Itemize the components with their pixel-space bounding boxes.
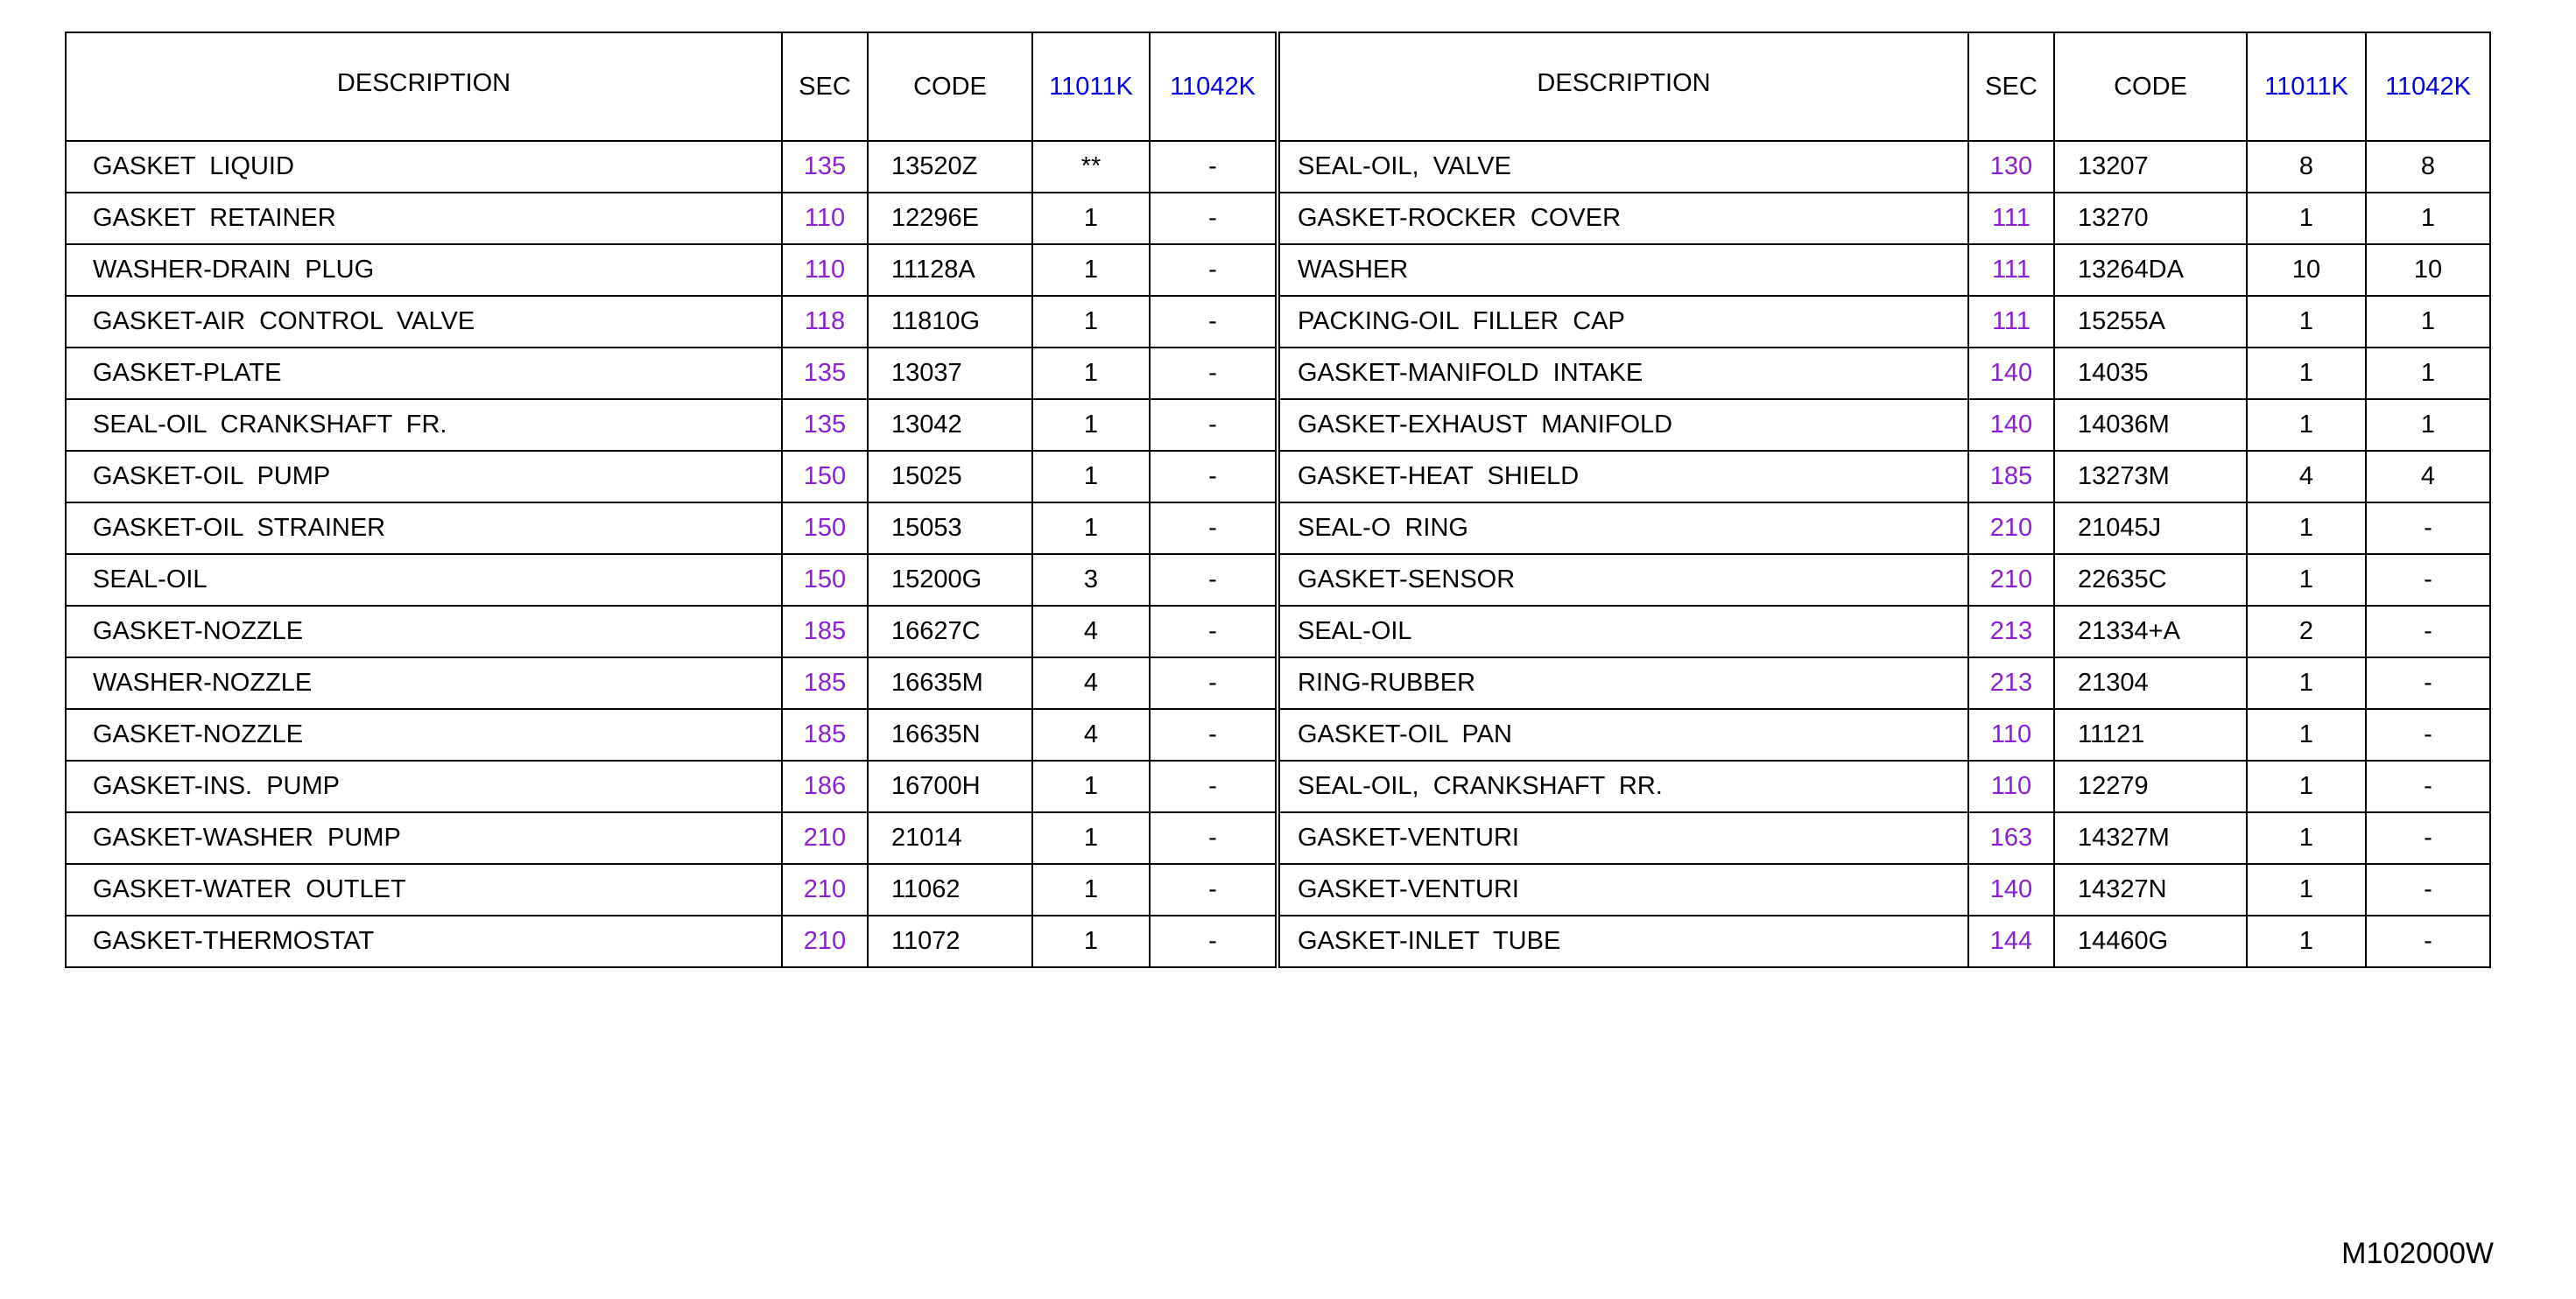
table-row [1279,193,2490,244]
code-cell: 13273M [2054,451,2247,502]
sec-value: 140 [1989,359,2033,387]
description-cell: GASKET-NOZZLE [66,606,782,657]
code-cell: 14035 [2054,348,2247,399]
table-header-row [66,32,1276,141]
description-cell: SEAL-OIL CRANKSHAFT FR. [66,399,782,451]
qty-11011k-cell: 1 [2247,193,2366,244]
qty-11011k-cell: 1 [1032,399,1150,451]
sec-cell [782,916,868,967]
sec-value: 140 [1989,875,2033,903]
qty-11011k-cell: 1 [2247,812,2366,864]
sec-value: 130 [1989,152,2033,180]
qty-11042k-cell: - [1150,864,1276,916]
sec-value: 140 [1989,411,2033,439]
sec-value: 135 [803,359,847,387]
qty-11042k-cell: - [1150,554,1276,606]
qty-11042k-cell: 4 [2366,451,2490,502]
sec-cell [1968,606,2054,657]
sec-value: 150 [803,565,847,593]
qty-11042k-cell: - [2366,657,2490,709]
code-cell: 14460G [2054,916,2247,967]
sec-cell [1968,554,2054,606]
description-cell: SEAL-OIL, CRANKSHAFT RR. [1279,761,1968,812]
description-cell: GASKET-VENTURI [1279,864,1968,916]
table-row [1279,296,2490,348]
description-cell: SEAL-OIL [1279,606,1968,657]
qty-11042k-cell: - [2366,812,2490,864]
code-cell: 13037 [868,348,1032,399]
qty-11011k-cell: 1 [1032,812,1150,864]
table-row [1279,451,2490,502]
qty-11042k-cell: - [1150,244,1276,296]
sec-value: 210 [1989,565,2033,593]
qty-11011k-cell: 10 [2247,244,2366,296]
sec-cell [1968,864,2054,916]
description-cell: GASKET-SENSOR [1279,554,1968,606]
sec-value: 186 [803,772,847,800]
qty-11011k-cell: 1 [1032,296,1150,348]
qty-11042k-cell: - [1150,657,1276,709]
sec-value: 135 [803,152,847,180]
qty-11042k-cell: 1 [2366,348,2490,399]
qty-11042k-cell: - [1150,502,1276,554]
sec-cell [782,502,868,554]
code-cell: 15025 [868,451,1032,502]
qty-11042k-cell: 10 [2366,244,2490,296]
sec-value: 111 [1991,256,2031,284]
description-header: DESCRIPTION [66,32,782,141]
description-cell: GASKET-NOZZLE [66,709,782,761]
sec-value: 185 [803,669,847,697]
code-cell: 11128A [868,244,1032,296]
qty-11042k-cell: - [1150,709,1276,761]
sec-cell [1968,812,2054,864]
sec-value: 110 [804,256,846,284]
table-row [1279,606,2490,657]
qty-11011k-cell: 1 [2247,864,2366,916]
table-header-row [1279,32,2490,141]
sec-value: 163 [1989,824,2033,852]
qty-11042k-cell: - [1150,606,1276,657]
qty-11011k-cell: 1 [1032,502,1150,554]
table-row [66,399,1276,451]
sec-cell [782,451,868,502]
sec-cell [1968,657,2054,709]
sec-value: 210 [803,927,847,955]
description-cell: GASKET-PLATE [66,348,782,399]
sec-cell [1968,916,2054,967]
sec-value: 210 [803,824,847,852]
code-cell: 21045J [2054,502,2247,554]
sec-cell [1968,399,2054,451]
table-row [1279,709,2490,761]
table-row [66,141,1276,193]
qty-11042k-cell: - [1150,451,1276,502]
code-cell: 16700H [868,761,1032,812]
description-cell: WASHER-DRAIN PLUG [66,244,782,296]
description-cell: GASKET-MANIFOLD INTAKE [1279,348,1968,399]
code-cell: 21334+A [2054,606,2247,657]
sec-cell [1968,502,2054,554]
sec-value: 135 [803,411,847,439]
code-cell: 14036M [2054,399,2247,451]
qty-11011k-cell: 4 [1032,657,1150,709]
qty-11011k-cell: 1 [2247,761,2366,812]
sec-cell [782,709,868,761]
qty-11042k-cell: - [2366,502,2490,554]
sec-cell [1968,451,2054,502]
code-cell: 13520Z [868,141,1032,193]
qty-11011k-cell: 1 [1032,916,1150,967]
description-cell: GASKET-OIL PUMP [66,451,782,502]
table-row [66,554,1276,606]
sec-value: 150 [803,514,847,542]
description-cell: SEAL-OIL [66,554,782,606]
code-cell: 14327N [2054,864,2247,916]
model-11011k-header: 11011K [1032,32,1150,141]
sec-cell [782,348,868,399]
table-row [1279,812,2490,864]
qty-11011k-cell: 3 [1032,554,1150,606]
code-header: CODE [2054,32,2247,141]
code-cell: 13042 [868,399,1032,451]
table-body [66,141,1276,967]
code-cell: 15255A [2054,296,2247,348]
qty-11011k-cell: 1 [1032,761,1150,812]
qty-11011k-cell: 1 [2247,399,2366,451]
code-cell: 14327M [2054,812,2247,864]
sec-value: 111 [1991,307,2031,335]
sec-cell [1968,761,2054,812]
sec-cell [1968,193,2054,244]
code-cell: 13270 [2054,193,2247,244]
qty-11011k-cell: ** [1032,141,1150,193]
document-code: M102000W [2341,1237,2494,1270]
qty-11042k-cell: 1 [2366,399,2490,451]
sec-value: 210 [1989,514,2033,542]
sec-cell [782,812,868,864]
sec-value: 213 [1989,617,2033,645]
table-row [66,606,1276,657]
parts-table-right [1278,32,2491,968]
qty-11042k-cell: 1 [2366,296,2490,348]
sec-value: 213 [1989,669,2033,697]
table-row [66,916,1276,967]
qty-11011k-cell: 1 [1032,244,1150,296]
sec-cell [782,193,868,244]
sec-value: 118 [804,307,846,335]
description-cell: GASKET-VENTURI [1279,812,1968,864]
table-row [66,502,1276,554]
qty-11042k-cell: 8 [2366,141,2490,193]
sec-cell [1968,296,2054,348]
table-row [66,761,1276,812]
table-row [1279,348,2490,399]
qty-11042k-cell: - [1150,812,1276,864]
description-cell: GASKET-EXHAUST MANIFOLD [1279,399,1968,451]
sec-value: 150 [803,462,847,490]
sec-cell [782,606,868,657]
description-cell: GASKET-ROCKER COVER [1279,193,1968,244]
qty-11042k-cell: - [1150,193,1276,244]
description-cell: GASKET RETAINER [66,193,782,244]
sec-value: 144 [1989,927,2033,955]
table-row [1279,554,2490,606]
code-cell: 21014 [868,812,1032,864]
description-cell: RING-RUBBER [1279,657,1968,709]
table-row [66,451,1276,502]
description-cell: GASKET-WATER OUTLET [66,864,782,916]
qty-11042k-cell: - [1150,296,1276,348]
qty-11042k-cell: - [2366,554,2490,606]
sec-cell [782,554,868,606]
sec-value: 185 [1989,462,2033,490]
sec-value: 210 [803,875,847,903]
model-11011k-header: 11011K [2247,32,2366,141]
description-cell: GASKET LIQUID [66,141,782,193]
description-cell: GASKET-AIR CONTROL VALVE [66,296,782,348]
code-cell: 13264DA [2054,244,2247,296]
qty-11011k-cell: 8 [2247,141,2366,193]
code-cell: 21304 [2054,657,2247,709]
qty-11042k-cell: - [1150,348,1276,399]
table-row [1279,916,2490,967]
sec-value: 185 [803,617,847,645]
table-row [66,864,1276,916]
code-cell: 11121 [2054,709,2247,761]
description-cell: WASHER-NOZZLE [66,657,782,709]
qty-11011k-cell: 1 [1032,451,1150,502]
code-header: CODE [868,32,1032,141]
table-row [66,193,1276,244]
code-cell: 12279 [2054,761,2247,812]
code-cell: 12296E [868,193,1032,244]
sec-value: 110 [1990,772,2032,800]
sec-header: SEC [782,32,868,141]
description-cell: GASKET-INLET TUBE [1279,916,1968,967]
qty-11042k-cell: - [2366,916,2490,967]
code-cell: 11072 [868,916,1032,967]
sec-cell [782,761,868,812]
code-cell: 11810G [868,296,1032,348]
model-11042k-header: 11042K [1150,32,1276,141]
description-cell: PACKING-OIL FILLER CAP [1279,296,1968,348]
sec-value: 110 [1990,720,2032,748]
description-cell: GASKET-INS. PUMP [66,761,782,812]
qty-11011k-cell: 1 [2247,916,2366,967]
qty-11011k-cell: 4 [1032,709,1150,761]
qty-11011k-cell: 1 [2247,657,2366,709]
qty-11042k-cell: - [1150,761,1276,812]
parts-table-left [65,32,1277,968]
table-row [1279,864,2490,916]
qty-11011k-cell: 1 [1032,193,1150,244]
table-row [66,296,1276,348]
code-cell: 15053 [868,502,1032,554]
qty-11011k-cell: 1 [1032,348,1150,399]
sec-cell [1968,348,2054,399]
table-body [1279,141,2490,967]
code-cell: 13207 [2054,141,2247,193]
code-cell: 15200G [868,554,1032,606]
qty-11011k-cell: 1 [2247,502,2366,554]
sec-cell [782,296,868,348]
sec-cell [1968,244,2054,296]
table-row [1279,141,2490,193]
code-cell: 16635M [868,657,1032,709]
sec-cell [782,244,868,296]
qty-11011k-cell: 1 [2247,554,2366,606]
qty-11011k-cell: 2 [2247,606,2366,657]
sec-cell [782,141,868,193]
qty-11011k-cell: 1 [1032,864,1150,916]
qty-11042k-cell: - [1150,916,1276,967]
qty-11011k-cell: 4 [1032,606,1150,657]
sec-cell [782,399,868,451]
qty-11042k-cell: - [2366,761,2490,812]
table-row [1279,244,2490,296]
description-cell: SEAL-OIL, VALVE [1279,141,1968,193]
description-cell: GASKET-THERMOSTAT [66,916,782,967]
qty-11011k-cell: 1 [2247,709,2366,761]
qty-11042k-cell: - [1150,399,1276,451]
code-cell: 22635C [2054,554,2247,606]
description-cell: WASHER [1279,244,1968,296]
sec-cell [1968,709,2054,761]
table-row [66,348,1276,399]
table-row [1279,502,2490,554]
description-header: DESCRIPTION [1279,32,1968,141]
qty-11011k-cell: 4 [2247,451,2366,502]
sec-cell [782,864,868,916]
table-row [1279,761,2490,812]
sec-cell [1968,141,2054,193]
code-cell: 16635N [868,709,1032,761]
qty-11011k-cell: 1 [2247,348,2366,399]
sec-value: 110 [804,204,846,232]
sec-header: SEC [1968,32,2054,141]
table-row [66,709,1276,761]
qty-11042k-cell: - [2366,709,2490,761]
code-cell: 11062 [868,864,1032,916]
description-cell: GASKET-WASHER PUMP [66,812,782,864]
qty-11011k-cell: 1 [2247,296,2366,348]
description-cell: GASKET-HEAT SHIELD [1279,451,1968,502]
description-cell: GASKET-OIL PAN [1279,709,1968,761]
sec-cell [782,657,868,709]
table-row [66,244,1276,296]
description-cell: GASKET-OIL STRAINER [66,502,782,554]
sec-value: 185 [803,720,847,748]
qty-11042k-cell: - [2366,606,2490,657]
qty-11042k-cell: - [2366,864,2490,916]
table-row [1279,657,2490,709]
table-row [66,812,1276,864]
table-row [66,657,1276,709]
qty-11042k-cell: - [1150,141,1276,193]
qty-11042k-cell: 1 [2366,193,2490,244]
code-cell: 16627C [868,606,1032,657]
table-row [1279,399,2490,451]
description-cell: SEAL-O RING [1279,502,1968,554]
sec-value: 111 [1991,204,2031,232]
model-11042k-header: 11042K [2366,32,2490,141]
